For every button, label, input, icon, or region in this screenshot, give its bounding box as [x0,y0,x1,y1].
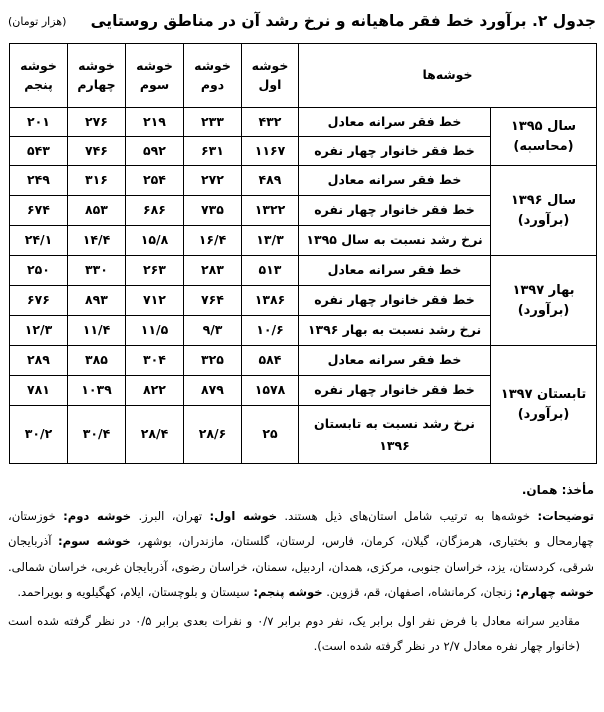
indicator-label: خط فقر سرانه معادل [299,108,491,137]
indicator-label: خط فقر سرانه معادل [299,346,491,376]
indicator-label: خط فقر خانوار چهار نفره [299,286,491,316]
value-cell: ۲۸۹ [10,346,68,376]
value-cell: ۲۴/۱ [10,226,68,256]
indicator-label: خط فقر خانوار چهار نفره [299,376,491,406]
unit-label: (هزار تومان) [8,14,67,28]
cluster-2-label: خوشه دوم: [63,508,132,523]
value-cell: ۲۱۹ [126,108,184,137]
header-cluster-1: خوشه اول [242,44,299,108]
value-cell: ۳۰/۴ [68,406,126,464]
value-cell: ۸۵۳ [68,196,126,226]
explanation-paragraph [8,504,594,606]
value-cell: ۲۵۰ [10,256,68,286]
value-cell: ۷۴۶ [68,137,126,166]
table-row [10,166,597,196]
header-cluster-3: خوشه سوم [126,44,184,108]
explanation-intro: خوشه‌ها به ترتیب شامل استان‌های ذیل هستند. [284,508,531,523]
value-cell: ۵۴۳ [10,137,68,166]
table-title: جدول ۲. برآورد خط فقر ماهیانه و نرخ رشد آن در مناطق روستایی [90,12,596,30]
value-cell: ۵۸۴ [242,346,299,376]
period-cell [491,108,597,166]
footnote: مقادیر سرانه معادل با فرض نفر اول برابر یک، نفر دوم برابر ۰/۷ و نفرات بعدی برابر ۰/۵ در نظر گرفته شده است (خانوار چهار نفره معادل ۲/۷ در نظر گرفته شده است). [8,613,580,653]
value-cell: ۳۰۴ [126,346,184,376]
period-note: (برآورد) [517,302,570,318]
period-cell [491,346,597,464]
header-cluster-4: خوشه چهارم [68,44,126,108]
value-cell: ۲۸/۶ [184,406,242,464]
indicator-label: خط فقر خانوار چهار نفره [299,196,491,226]
value-cell: ۱۴/۴ [68,226,126,256]
value-cell: ۴۳۲ [242,108,299,137]
cluster-1-label: خوشه اول: [209,508,278,523]
cluster-4-label: خوشه چهارم: [515,585,594,599]
indicator-label: نرخ رشد نسبت به تابستان ۱۳۹۶ [299,406,491,464]
value-cell: ۱۵/۸ [126,226,184,256]
value-cell: ۱۳۸۶ [242,286,299,316]
value-cell: ۱۶/۴ [184,226,242,256]
cluster-3-text: آذربایجان شرقی، کردستان، یزد، خراسان جنوبی، مرکزی، همدان، اردبیل، سمنان، خراسان رضوی، آذربایجان غربی، خراسان شمالی. [8,534,594,574]
period-cell [491,256,597,346]
value-cell: ۷۸۱ [10,376,68,406]
value-cell: ۱۵۷۸ [242,376,299,406]
value-cell: ۲۷۶ [68,108,126,137]
value-cell: ۵۹۲ [126,137,184,166]
value-cell: ۲۵ [242,406,299,464]
cluster-4-text: زنجان، کرمانشاه، اصفهان، قم، قزوین. [326,585,513,599]
value-cell: ۶۳۱ [184,137,242,166]
value-cell: ۷۱۲ [126,286,184,316]
value-cell: ۱۱/۴ [68,316,126,346]
indicator-label: نرخ رشد نسبت به بهار ۱۳۹۶ [299,316,491,346]
period-cell [491,166,597,256]
value-cell: ۲۰۱ [10,108,68,137]
value-cell: ۲۸۳ [184,256,242,286]
indicator-label: خط فقر خانوار چهار نفره [299,137,491,166]
value-cell: ۲۷۲ [184,166,242,196]
value-cell: ۶۷۶ [10,286,68,316]
value-cell: ۸۲۲ [126,376,184,406]
cluster-5-label: خوشه پنجم: [253,585,323,599]
period-note: (برآورد) [517,406,570,422]
value-cell: ۶۷۴ [10,196,68,226]
header-clusters: خوشه‌ها [299,44,597,108]
value-cell: ۷۳۵ [184,196,242,226]
value-cell: ۳۳۰ [68,256,126,286]
header-cluster-2: خوشه دوم [184,44,242,108]
table-row [10,108,597,137]
value-cell: ۵۱۳ [242,256,299,286]
value-cell: ۳۱۶ [68,166,126,196]
explanation-label: توضیحات: [537,508,594,523]
poverty-line-table [9,43,597,464]
period-label: سال ۱۳۹۵ [510,119,577,134]
value-cell: ۸۹۳ [68,286,126,316]
value-cell: ۱۳۲۲ [242,196,299,226]
value-cell: ۳۰/۲ [10,406,68,464]
value-cell: ۸۷۹ [184,376,242,406]
value-cell: ۲۳۳ [184,108,242,137]
indicator-label: خط فقر سرانه معادل [299,256,491,286]
value-cell: ۶۸۶ [126,196,184,226]
value-cell: ۱۰۳۹ [68,376,126,406]
value-cell: ۳۸۵ [68,346,126,376]
value-cell: ۲۴۹ [10,166,68,196]
indicator-label: خط فقر سرانه معادل [299,166,491,196]
cluster-5-text: سیستان و بلوچستان، ایلام، کهگیلویه و بویراحمد. [17,585,250,599]
notes-section [8,478,594,659]
cluster-3-label: خوشه سوم: [58,534,131,548]
value-cell: ۷۶۴ [184,286,242,316]
header-cluster-5: خوشه پنجم [10,44,68,108]
value-cell: ۲۶۳ [126,256,184,286]
value-cell: ۴۸۹ [242,166,299,196]
period-note: (محاسبه) [513,138,574,154]
value-cell: ۲۵۴ [126,166,184,196]
value-cell: ۳۲۵ [184,346,242,376]
period-label: بهار ۱۳۹۷ [512,283,575,298]
table-row [10,346,597,376]
period-label: تابستان ۱۳۹۷ [500,387,587,402]
value-cell: ۱۲/۳ [10,316,68,346]
title-row [8,6,596,36]
value-cell: ۱۱۶۷ [242,137,299,166]
value-cell: ۱۱/۵ [126,316,184,346]
indicator-label: نرخ رشد نسبت به سال ۱۳۹۵ [299,226,491,256]
value-cell: ۲۸/۴ [126,406,184,464]
value-cell: ۱۰/۶ [242,316,299,346]
period-note: (برآورد) [517,212,570,228]
header-row [10,44,597,108]
source-line: مأخذ: همان. [521,483,594,497]
period-label: سال ۱۳۹۶ [510,193,577,208]
table-row [10,256,597,286]
value-cell: ۱۳/۳ [242,226,299,256]
value-cell: ۹/۳ [184,316,242,346]
cluster-1-text: تهران، البرز. [138,508,203,523]
cluster-2-text: خوزستان، چهارمحال و بختیاری، هرمزگان، گیلان، کرمان، فارس، لرستان، گلستان، مازندران، بوشهر، [8,508,595,548]
